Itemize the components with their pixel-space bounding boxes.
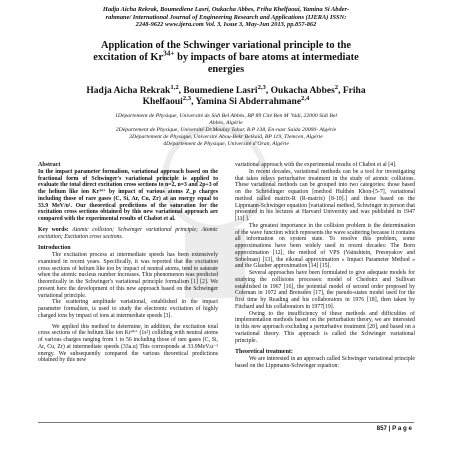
author-list <box>20 83 432 108</box>
author-khelfaoui: Khelfaoui <box>142 97 183 107</box>
title-line-2-start: excitation of Kr <box>93 52 164 63</box>
title-line-2 <box>20 49 432 64</box>
introduction-heading: Introduction <box>38 245 71 252</box>
affiliations <box>30 113 422 148</box>
right-paragraph-5: Owing to the insufficiency of these methods and difficulties of implementation methods based on the perturbation theory, we are interested in this new approach excluding a perturbative treatment [20], and based on a variational theory. This approach is called the Schwinger variational principle. <box>235 310 415 344</box>
running-header-line-3: 2248-9622 www.ijera.com Vol. 3, Issue 3, May-Jun 2013, pp.857-862 <box>135 21 317 28</box>
author-sup: 2,3 <box>182 94 192 102</box>
affiliation-4: 4Département de Physique, Université d’Oran, Algérie <box>163 141 289 147</box>
title-line-1: Application of the Schwinger variational principle to the <box>100 40 352 51</box>
affiliation-2: 2Département de Physique, Université Dr.Moulay Tahar, B.P 138, En-nasr Saida 20000- Algérie <box>115 127 337 133</box>
running-header-line-1: Hadja Aicha Rekrak, Boumediene Lasri, Oukacha Abbes, Friha Khelfaoui, Yamina Si Abder- <box>102 6 350 13</box>
author-sup: 1,2 <box>170 83 179 91</box>
author-rekrak: Hadja Aicha Rekrak <box>86 86 171 96</box>
author-lasri: , Boumediene Lasri <box>178 86 258 96</box>
author-si-abderrahmane: , Yamina Si Abderrahmane <box>191 97 302 107</box>
right-paragraph-2: In recent decades, variational methods can be a tool for investigating that takes relays perturbative treatment in the study of atomic collisions. These variational methods can be grouped into two categories: those based on the Schrödinger equation [method Hulthén Khon-[5-7], variational method called matrix-R (R-matrix) [8-10].] and those based on the Lippmann-Schwinger equation [variational method, Schwinger in person that presented in his lectures at Harvard University and was published in 1947 [11] ]. <box>235 168 415 222</box>
right-paragraph-1: variational approach with the experimental results of Chabot et al [4]. <box>235 162 397 168</box>
theoretical-treatment-heading: Theoretical treatment: <box>235 349 293 356</box>
affiliation-1-cont: Abbès, Algérie <box>209 120 243 126</box>
paper-title <box>20 40 432 76</box>
author-sup: 2 <box>334 83 339 91</box>
author-line-2 <box>20 94 432 108</box>
affiliation-3: 3Département de Physique, Université Abou-Bekr Belkaïd, BP 119, Tlemcen, Algérie <box>129 134 323 140</box>
title-line-2-end: by impacts of bare atoms at intermediate <box>174 52 359 63</box>
author-sup: 2,4 <box>301 94 310 102</box>
intro-paragraph-3: We applied this method to determine, in addition, the excitation total cross sections of the helium like ion Kr³⁴⁺ (1s²) colliding with neutral atoms of various charges ranging from 1 to 56 including those of rare gases (C, Si, Ar, Cu, Zr) at intermediate speeds (33a.u) This corresponds at 33.9MeV.u⁻¹ energy. We subsequently compared the various theoretical predictions obtained by this new <box>38 323 218 364</box>
abstract-heading: Abstract <box>38 162 61 168</box>
right-column <box>235 162 415 370</box>
author-line-1 <box>20 83 432 97</box>
right-paragraph-3: The greatest importance in the collision problem is the determination of the wave function which represents the wave scattering because it contains all information on system state. To resolve this problem, some approximations have been widely used in recent decades: The Born approximation [12], the method of VPS (Vainshtein, Presnyakov and Sobelman) [13], the eikonal approximation « Impact Parameter Method » and the Glauber approximation [14] [15]. <box>235 222 415 270</box>
title-charge-superscript: 34+ <box>163 49 175 58</box>
affiliation-1: 1Département de Physique, Université de Sidi Bel Abbès, BP 89 Cité Ben M ’hidi, 22000 Sidi Bel <box>114 113 338 119</box>
left-column <box>38 162 218 364</box>
page-number: 857 | P a g e <box>376 425 412 432</box>
author-sup: 2,3 <box>257 83 266 91</box>
author-abbes: , Oukacha Abbes <box>265 86 335 96</box>
right-paragraph-6: We are interested in an approach called Schwinger variational principle based on the Lippmann-Schwinger equation: <box>235 356 415 369</box>
right-paragraph-4: Several approaches have been formulated to give adequate models for studying the collisions processes: model of Chedoirz and Sullivan established in 1967 [16], the potential model of second order proposed by Coleman in 1972 and Brensden [17], the pseudo-states model used for the first time by Reading and his collaborators in 1976 [18], then taken by Fitchard and his collaborators in 1977[19]. <box>235 270 415 310</box>
title-line-3: energies <box>207 64 245 75</box>
keywords-text: Atomic collision; Schwinger variational principle; Atomic excitation; Excitation cross sections. <box>38 226 218 240</box>
footer-rule <box>38 422 414 423</box>
intro-paragraph-1: The excitation process at intermediate speeds has been extensively examined in recent years. Specifically, it was reported that the excitation cross sections of helium like ion by impact of neutral atoms, tend to saturate when the atomic nucleus number increases. This phenomenon was predicted theoretically in the Schwinger's variational principle formalism [1] [2]. We present here the development of this new approach based on the Schwinger variational principle. <box>38 252 218 299</box>
intro-paragraph-2: The scattering amplitude variational, established in the impact parameter formalism, is used to study the electronic excitation of highly charged ions by impact of ions at intermediate speeds [3]. <box>38 299 218 319</box>
running-header-line-2: rahmane/ International Journal of Engineering Research and Applications (IJERA) ISSN: <box>105 13 347 21</box>
keywords <box>38 227 218 241</box>
author-friha: , Friha <box>338 86 366 96</box>
abstract-body: In the impact parameter formalism, variational approach based on the fractional form of Schwinger's variational principle is applied to evaluate the total direct excitation cross sections to n=2, n=3 and 2p+3 of the helium like ion Kr³⁴⁺ by impact of various atoms Z_p charges including those of rare gases (C, Si, Ar, Cu, Zr) at an energy equal to 33.9 MeV/u¹. Our theoretical predictions of the saturation for the excitation cross sections obtained by this new variational approach are compared with the experimental results of Chabot et al. <box>38 168 218 222</box>
keywords-label: Key words: <box>38 226 69 233</box>
